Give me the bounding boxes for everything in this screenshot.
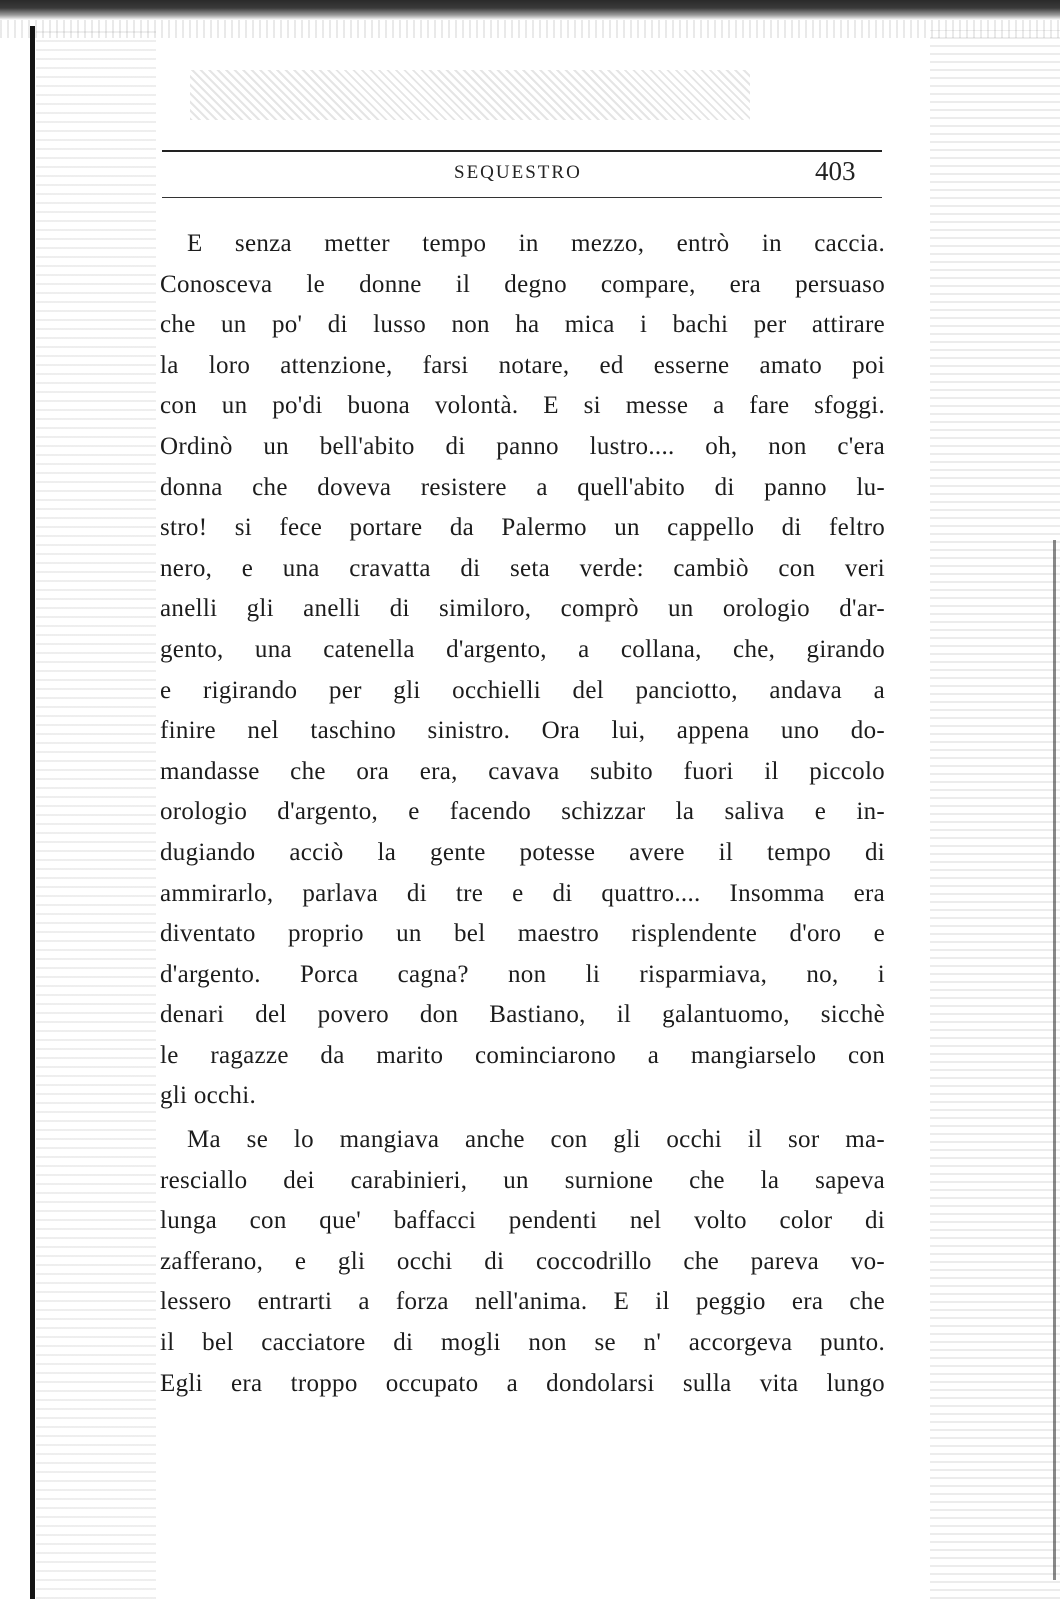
- text-line: zafferano, e gli occhi di coccodrillo che pareva vo-: [160, 1247, 885, 1275]
- scan-smudge: [190, 70, 750, 120]
- text-line: finire nel taschino sinistro. Ora lui, appena uno do-: [160, 717, 885, 745]
- body-text: [160, 224, 885, 1404]
- header-rule-top: [162, 150, 882, 152]
- text-line: Conosceva le donne il degno compare, era persuaso: [160, 270, 885, 298]
- scan-edge-right: [1053, 540, 1056, 1580]
- text-line: donna che doveva resistere a quell'abito di panno lu-: [160, 473, 885, 501]
- page-number: 403: [815, 156, 856, 186]
- text-line: che un po' di lusso non ha mica i bachi per attirare: [160, 311, 885, 339]
- text-line: anelli gli anelli di similoro, comprò un orologio d'ar-: [160, 595, 885, 623]
- text-line: e rigirando per gli occhielli del panciotto, andava a: [160, 676, 885, 704]
- scan-edge-top: [0, 0, 1060, 20]
- text-line: lunga con que' baffacci pendenti nel volto color di: [160, 1207, 885, 1235]
- text-line: ammirarlo, parlava di tre e di quattro.... Insomma era: [160, 879, 885, 907]
- header-rule-bottom: [162, 197, 882, 198]
- text-line: gento, una catenella d'argento, a collana, che, girando: [160, 635, 885, 663]
- text-line: con un po'di buona volontà. E si messe a fare sfoggi.: [160, 392, 885, 420]
- text-line: stro! si fece portare da Palermo un cappello di feltro: [160, 514, 885, 542]
- text-line: d'argento. Porca cagna? non li risparmiava, no, i: [160, 960, 885, 988]
- scan-edge-left: [30, 26, 35, 1599]
- text-line: Ordinò un bell'abito di panno lustro.... oh, non c'era: [160, 432, 885, 460]
- text-line: Egli era troppo occupato a dondolarsi sulla vita lungo: [160, 1369, 885, 1397]
- text-line: mandasse che ora era, cavava subito fuori il piccolo: [160, 757, 885, 785]
- text-line: nero, e una cravatta di seta verde: cambiò con veri: [160, 554, 885, 582]
- scan-noise-top: [0, 20, 1060, 38]
- text-line: diventato proprio un bel maestro risplendente d'oro e: [160, 920, 885, 948]
- text-line: la loro attenzione, farsi notare, ed esserne amato poi: [160, 351, 885, 379]
- text-line: le ragazze da marito cominciarono a mangiarselo con: [160, 1041, 885, 1069]
- running-title: SEQUESTRO: [454, 162, 582, 183]
- text-line: E senza metter tempo in mezzo, entrò in caccia.: [187, 230, 885, 257]
- text-line: Ma se lo mangiava anche con gli occhi il sor ma-: [187, 1126, 885, 1154]
- text-line: lessero entrarti a forza nell'anima. E il peggio era che: [160, 1288, 885, 1316]
- text-line: il bel cacciatore di mogli non se n' accorgeva punto.: [160, 1329, 885, 1357]
- text-line: resciallo dei carabinieri, un surnione che la sapeva: [160, 1166, 885, 1194]
- text-line: gli occhi.: [160, 1082, 257, 1110]
- text-line: dugiando acciò la gente potesse avere il tempo di: [160, 838, 885, 866]
- text-line: orologio d'argento, e facendo schizzar la saliva e in-: [160, 798, 885, 826]
- text-line: denari del povero don Bastiano, il galantuomo, sicchè: [160, 1001, 885, 1029]
- scan-noise-left: [36, 30, 156, 1599]
- scan-noise-right: [930, 30, 1060, 1599]
